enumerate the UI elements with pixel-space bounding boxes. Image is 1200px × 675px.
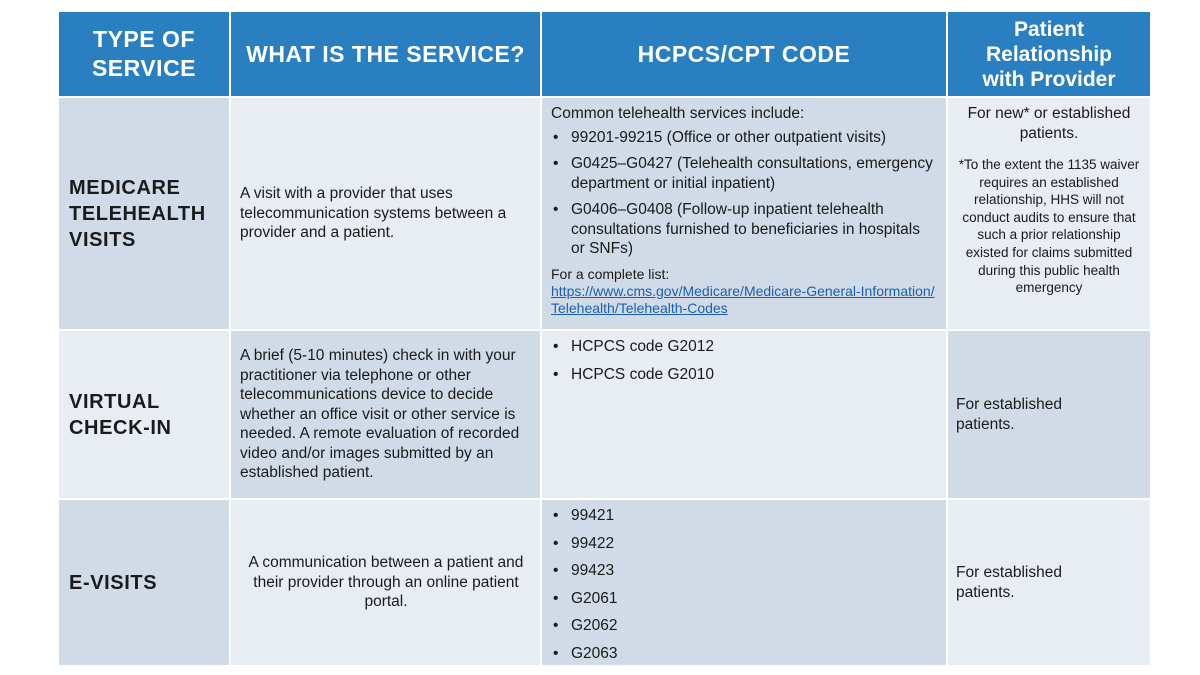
list-item: • HCPCS code G2010 [551,365,938,385]
header-type-of-service [58,11,230,97]
row-telehealth-description-text: A visit with a provider that uses telecommunication systems between a provider and a patient. [240,185,507,242]
row-telehealth-codes [541,97,947,330]
list-item: • 99423 [551,561,938,581]
relationship-text: For established patients. [956,564,1062,601]
row-virtual-checkin-type-label: VIRTUAL CHECK-IN [69,390,172,439]
relationship-text: For established patients. [956,396,1062,433]
relationship-text: For new* or established patients. [967,105,1131,142]
relationship-footnote: *To the extent the 1135 waiver requires an established relationship, HHS will not conduct audits to ensure that such a prior relationship existed for claims submitted during this public health emergency [958,157,1140,296]
list-item: • 99201-99215 (Office or other outpatient visits) [551,128,938,148]
complete-list-link[interactable]: https://www.cms.gov/Medicare/Medicare-General-Information/Telehealth/Telehealth-Codes [551,282,935,316]
row-evisits-description [230,499,541,666]
list-item: • G2063 [551,644,938,664]
list-item: • 99421 [551,506,938,526]
row-virtual-checkin-description [230,330,541,499]
list-item: • G0406–G0408 (Follow-up inpatient telehealth consultations furnished to beneficiaries in hospitals or SNFs) [551,200,938,259]
codes-intro: Common telehealth services include: [551,105,805,122]
header-what-is-service [230,11,541,97]
list-item: • G2061 [551,589,938,609]
header-relationship-label: Patient Relationship with Provider [982,17,1116,91]
header-code-label: HCPCS/CPT CODE [637,40,851,67]
row-virtual-checkin-description-text: A brief (5-10 minutes) check in with your practitioner via telephone or other telecommunications device to decide whether an office visit or other service is needed. A remote evaluation of recorded video and/or images submitted by an established patient. [240,347,520,482]
code-list [551,128,938,259]
row-virtual-checkin-relationship [947,330,1151,499]
header-what-is-service-label: WHAT IS THE SERVICE? [246,40,525,67]
row-telehealth-type [58,97,230,330]
header-code [541,11,947,97]
complete-list-note [551,266,938,317]
row-evisits-type [58,499,230,666]
row-evisits-relationship [947,499,1151,666]
header-type-of-service-label: TYPE OF SERVICE [91,26,197,81]
row-virtual-checkin-codes [541,330,947,499]
row-telehealth-type-label: MEDICARE TELEHEALTH VISITS [69,176,206,251]
code-list [551,337,938,384]
list-item: • G2062 [551,616,938,636]
row-evisits-codes [541,499,947,666]
row-telehealth-relationship [947,97,1151,330]
code-list [551,506,938,663]
list-item: • 99422 [551,534,938,554]
complete-list-label: For a complete list: [551,265,670,282]
row-virtual-checkin-type [58,330,230,499]
row-evisits-type-label: E-VISITS [69,571,158,594]
list-item: • HCPCS code G2012 [551,337,938,357]
telehealth-services-table [58,11,1151,666]
list-item: • G0425–G0427 (Telehealth consultations, emergency department or initial inpatient) [551,154,938,193]
row-telehealth-description [230,97,541,330]
header-relationship [947,11,1151,97]
row-evisits-description-text: A communication between a patient and their provider through an online patient portal. [248,554,524,611]
